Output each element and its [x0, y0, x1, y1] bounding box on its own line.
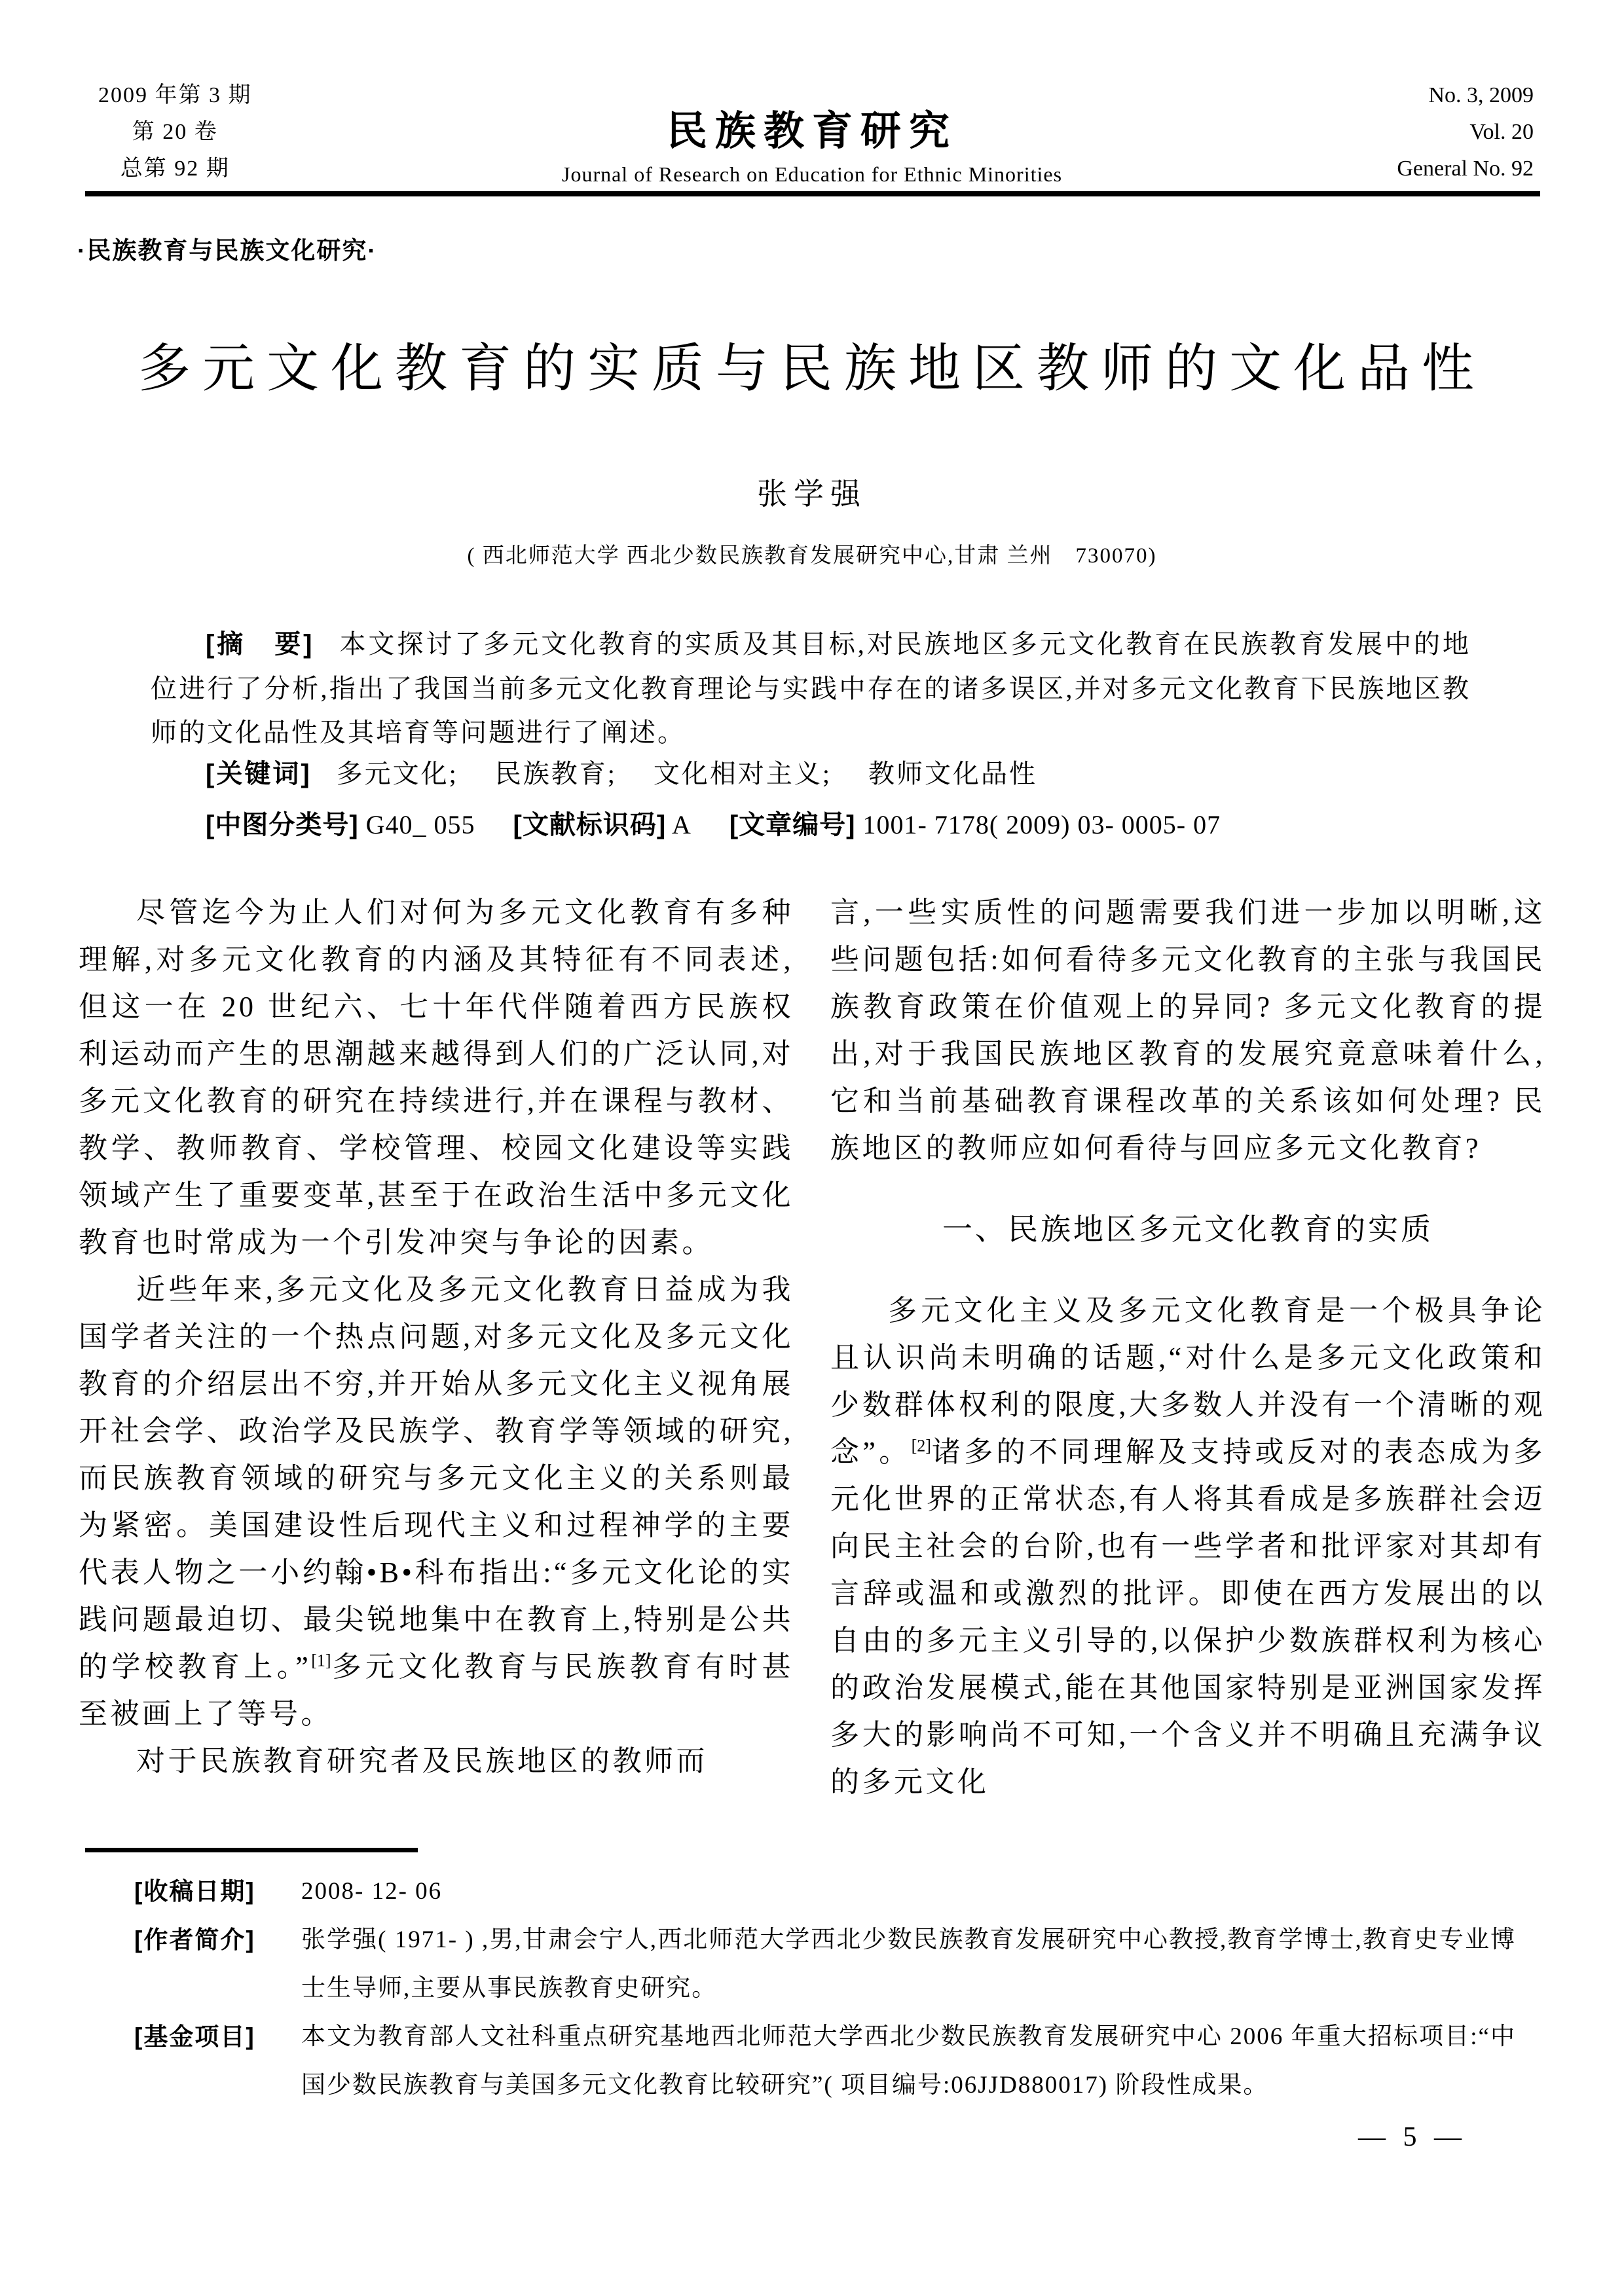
doc-code-value: A — [671, 810, 692, 839]
author-bio-text: 张学强( 1971- ) ,男,甘肃会宁人,西北师范大学西北少数民族教育发展研究中心教授,教育学博士,教育史专业博士生导师,主要从事民族教育史研究。 — [301, 1926, 1516, 2002]
journal-title-cn: 民族教育研究 — [666, 109, 957, 154]
paragraph — [830, 1287, 1545, 1806]
paragraph-text: 多元文化教育与民族教育有时甚至被画上了等号。 — [79, 1651, 794, 1730]
fund-project-label: [基金项目] — [134, 2023, 255, 2050]
reference-mark-2: [2] — [911, 1436, 931, 1456]
classification-line — [151, 804, 1471, 841]
volume-line-en: Vol. 20 — [1469, 120, 1534, 144]
body-column-left — [79, 889, 794, 1785]
author-bio-label: [作者简介] — [134, 1926, 255, 1953]
journal-masthead — [0, 110, 1624, 187]
page-number: — 5 — — [1358, 2122, 1467, 2152]
paragraph-text: 近些年来,多元文化及多元文化教育日益成为我国学者关注的一个热点问题,对多元文化及多元文化教育的介绍层出不穷,并开始从多元文化主义视角展开社会学、政治学及民族学、教育学等领域的研究,而民族教育领域的研究与多元文化主义的关系则最为紧密。美国建设性后现代主义和过程神学的主要代表人物之一小约翰•B•科布指出:“多元文化论的实践问题最迫切、最尖锐地集中在教育上,特别是公共的学校教育上。” — [79, 1274, 794, 1683]
issue-info-en — [1397, 77, 1534, 187]
paragraph-continuation: 言,一些实质性的问题需要我们进一步加以明晰,这些问题包括:如何看待多元文化教育的主张与我国民族教育政策在价值观上的异同? 多元文化教育的提出,对于我国民族地区教育的发展究竟意味着什么,它和当前基础教育课程改革的关系该如何处理? 民族地区的教师应如何看待与回应多元文化教育? — [830, 896, 1545, 1164]
header-rule — [85, 191, 1540, 196]
paragraph: 尽管迄今为止人们对何为多元文化教育有多种理解,对多元文化教育的内涵及其特征有不同表述,但这一在 20 世纪六、七十年代伴随着西方民族权利运动而产生的思潮越来越得到人们的广泛认同,对多元文化教育的研究在持续进行,并在课程与教材、教学、教师教育、学校管理、校园文化建设等实践领域产生了重要变革,甚至于在政治生活中多元文化教育也时常成为一个引发冲突与争论的因素。 — [79, 896, 794, 1258]
clc-label: [中图分类号] — [206, 811, 359, 839]
reference-mark-1: [1] — [311, 1651, 331, 1670]
abstract — [151, 622, 1471, 754]
article-title: 多元文化教育的实质与民族地区教师的文化品性 — [138, 340, 1486, 398]
volume-line: 第 20 卷 — [132, 120, 218, 144]
author-bio-row — [134, 1916, 1516, 2013]
general-number-line-en: General No. 92 — [1397, 156, 1534, 181]
received-date-label: [收稿日期] — [134, 1878, 255, 1905]
abstract-label: [摘 要] — [206, 630, 314, 659]
body-column-right — [830, 889, 1545, 1806]
column-header: ·民族教育与民族文化研究· — [77, 237, 377, 264]
issue-line-en: No. 3, 2009 — [1428, 83, 1534, 107]
paragraph — [79, 1266, 794, 1738]
clc-value: G40_ 055 — [365, 810, 475, 839]
received-date-value: 2008- 12- 06 — [301, 1878, 443, 1905]
keywords — [151, 753, 1471, 790]
keywords-text: 多元文化; 民族教育; 文化相对主义; 教师文化品性 — [336, 759, 1037, 788]
general-number-line: 总第 92 期 — [120, 156, 230, 181]
doc-code-label: [文献标识码] — [513, 811, 667, 839]
article-id-label: [文章编号] — [729, 811, 856, 839]
article-id-value: 1001- 7178( 2009) 03- 0005- 07 — [862, 810, 1221, 839]
paragraph: 对于民族教育研究者及民族地区的教师而 — [136, 1745, 708, 1777]
fund-project-text: 本文为教育部人文社科重点研究基地西北师范大学西北少数民族教育发展研究中心 2006 年重大招标项目:“中国少数民族教育与美国多元文化教育比较研究”( 项目编号:06JJD880017) 阶段性成果。 — [301, 2023, 1516, 2099]
author-name: 张学强 — [757, 477, 867, 511]
received-date-row — [134, 1867, 1516, 1916]
footnote-rule — [85, 1848, 418, 1852]
fund-project-row — [134, 2013, 1516, 2110]
author-affiliation: ( 西北师范大学 西北少数民族教育发展研究中心,甘肃 兰州 730070) — [467, 544, 1157, 568]
section-heading: 一、民族地区多元文化教育的实质 — [942, 1213, 1433, 1246]
issue-line: 2009 年第 3 期 — [98, 83, 252, 107]
footnotes — [134, 1867, 1516, 2110]
paragraph-text: 诸多的不同理解及支持或反对的表态成为多元化世界的正常状态,有人将其看成是多族群社会迈向民主社会的台阶,也有一些学者和批评家对其却有言辞或温和或激烈的批评。即使在西方发展出的以自由的多元主义引导的,以保护少数族群权利为核心的政治发展模式,能在其他国家特别是亚洲国家发挥多大的影响尚不可知,一个含义并不明确且充满争议的多元文化 — [830, 1436, 1545, 1798]
journal-title-en: Journal of Research on Education for Ethnic Minorities — [561, 162, 1063, 186]
abstract-text: 本文探讨了多元文化教育的实质及其目标,对民族地区多元文化教育在民族教育发展中的地位进行了分析,指出了我国当前多元文化教育理论与实践中存在的诸多误区,并对多元文化教育下民族地区教师的文化品性及其培育等问题进行了阐述。 — [151, 629, 1471, 747]
paragraph-text: 多元文化主义及多元文化教育是一个极具争论且认识尚未明确的话题,“对什么是多元文化政策和少数群体权利的限度,大多数人并没有一个清晰的观念”。 — [830, 1294, 1545, 1468]
keywords-label: [关键词] — [206, 760, 312, 788]
